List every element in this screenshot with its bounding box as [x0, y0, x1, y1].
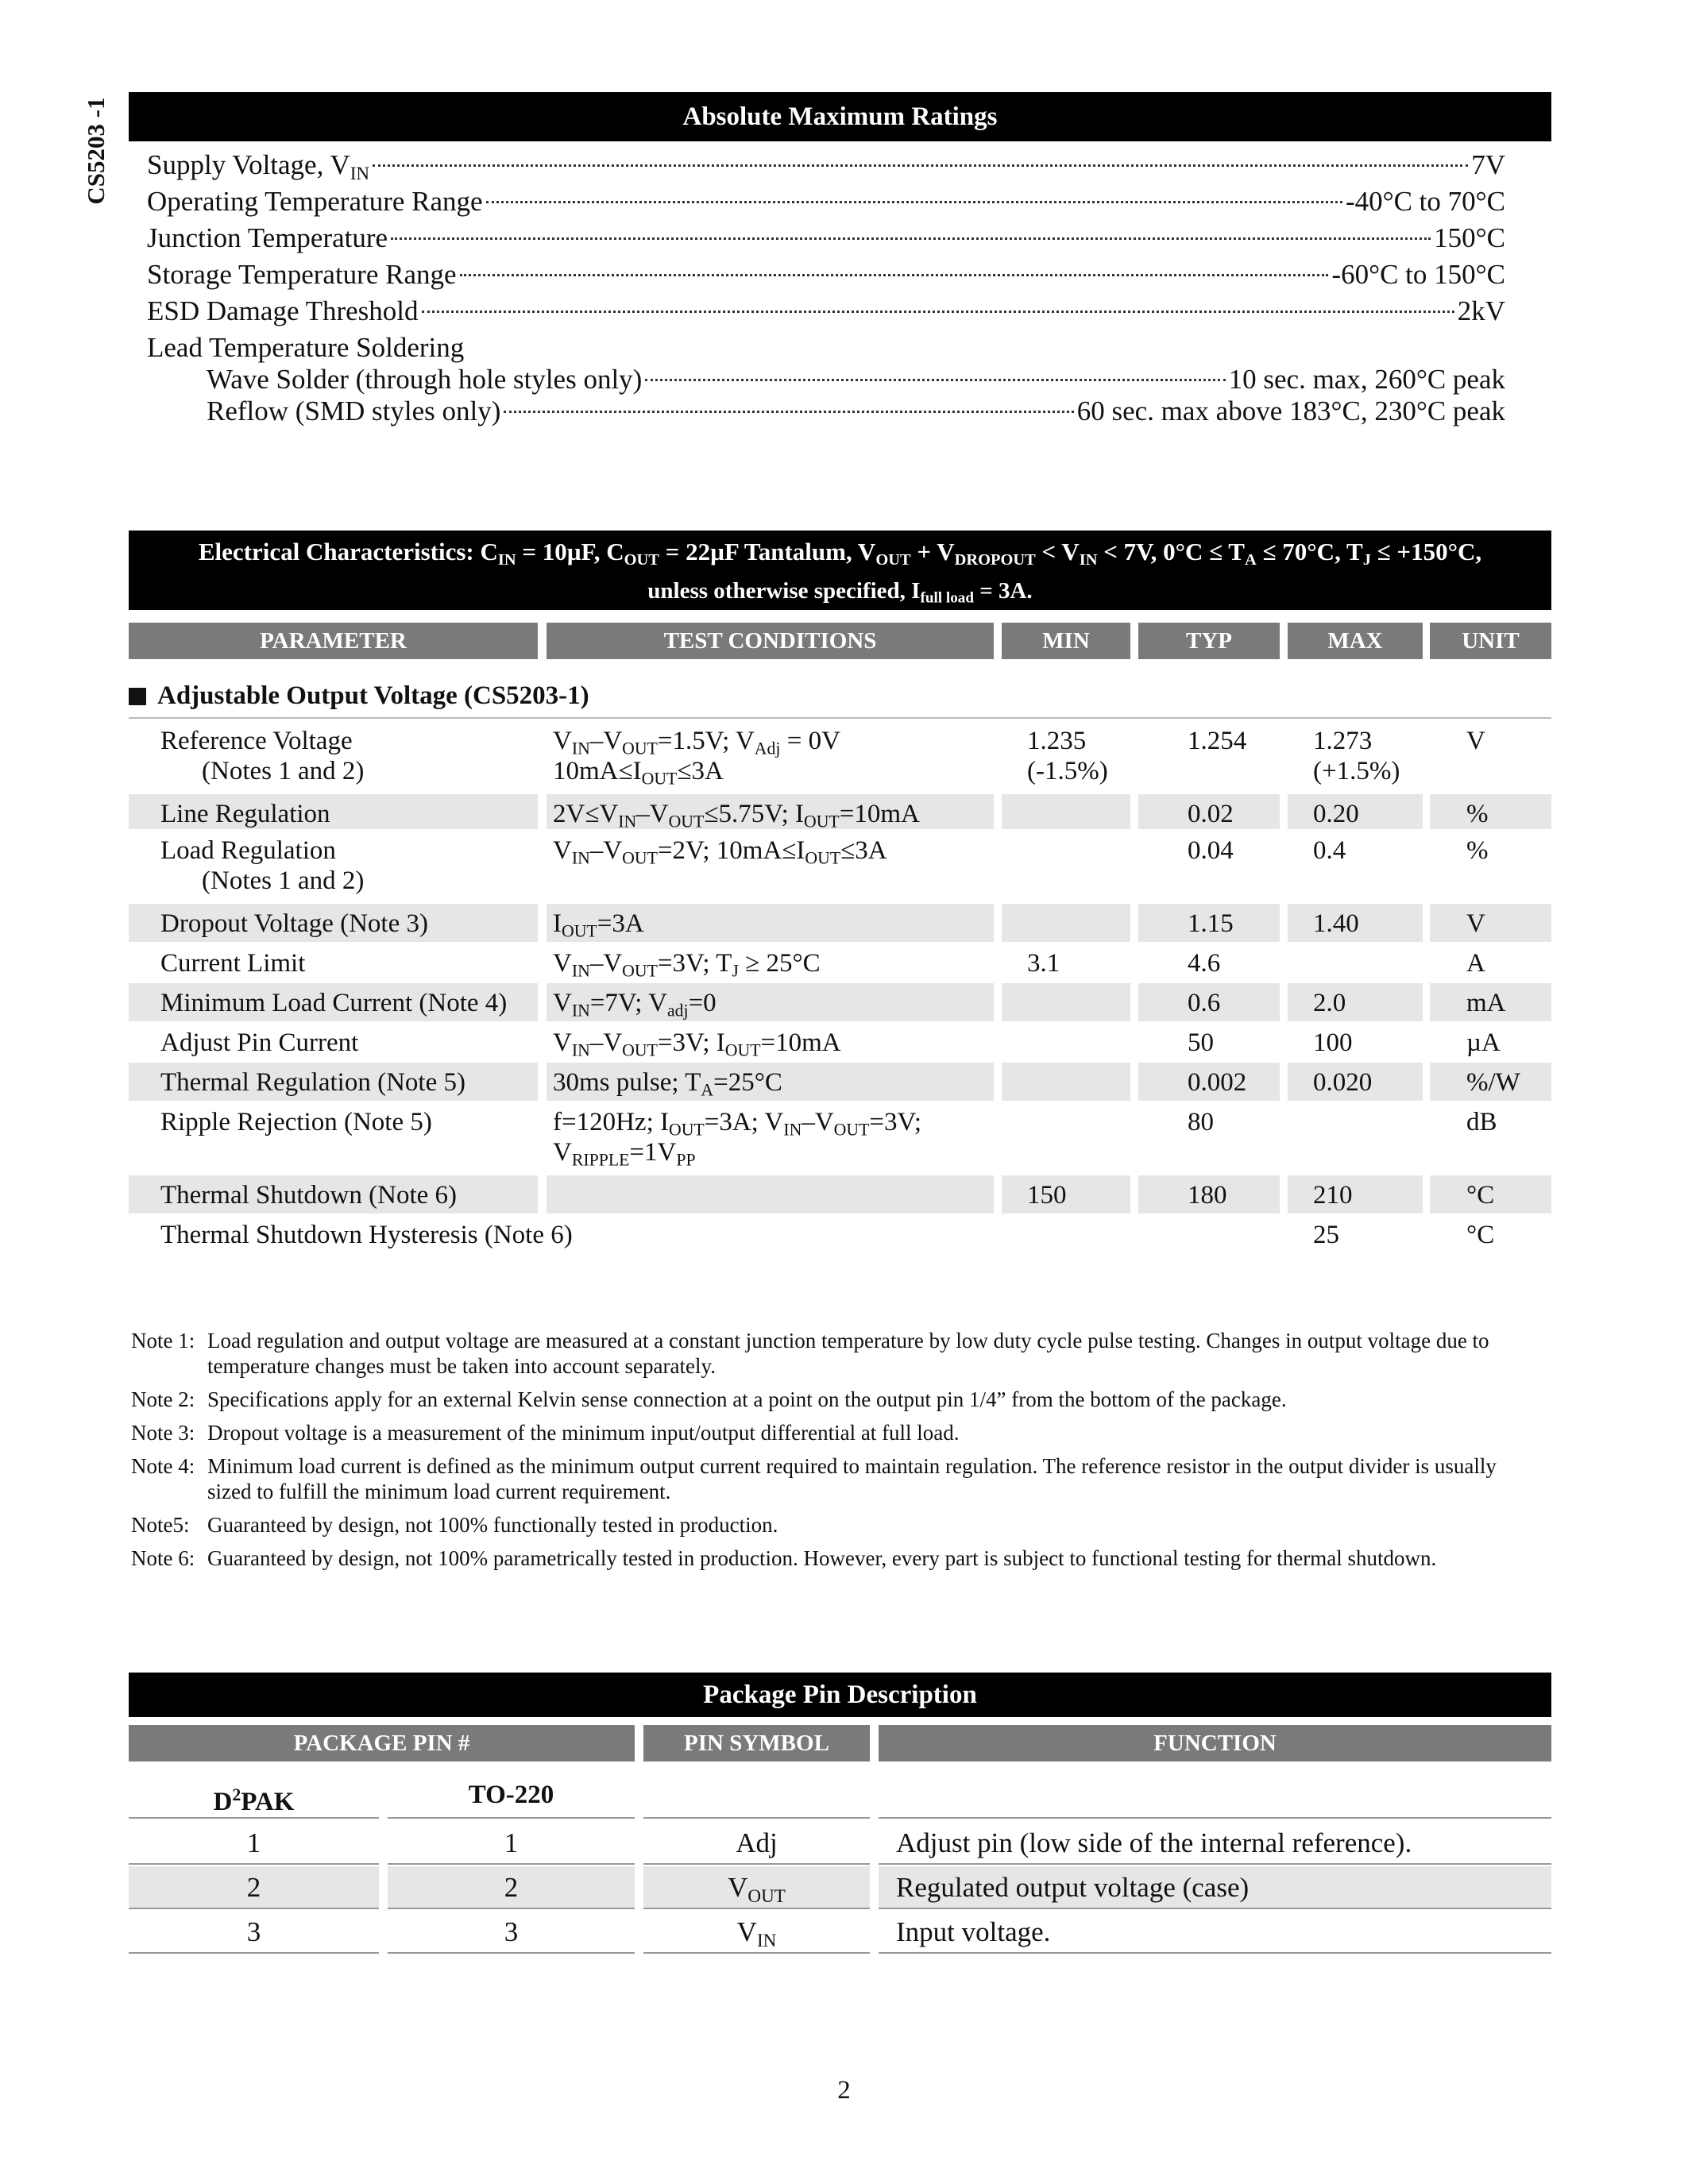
amr-title: Absolute Maximum Ratings: [682, 102, 998, 131]
cell-cond: [547, 1215, 994, 1253]
cell-max: [1288, 983, 1423, 1021]
rating-value: 2kV: [1457, 295, 1505, 326]
cell-typ-text: 50: [1188, 1028, 1214, 1057]
cell-max-text: 2.0: [1313, 989, 1346, 1017]
cell-param: [129, 794, 538, 829]
cell-min-text: 150: [1027, 1181, 1067, 1210]
note-text: Dropout voltage is a measurement of the minimum input/output differential at full load.: [207, 1421, 960, 1445]
cell-typ: [1138, 943, 1280, 982]
pin-cell-d2pak: 1: [246, 1827, 261, 1858]
cell-max: [1288, 831, 1423, 902]
cell-param: [129, 983, 538, 1021]
cell-param-text: Thermal Shutdown Hysteresis (Note 6): [160, 1221, 573, 1249]
cell-param: [129, 1175, 538, 1214]
pin-cell-function: Input voltage.: [896, 1916, 1051, 1947]
ec-title-line2: unless otherwise specified, $I_{full load} = 3A$.: [647, 578, 1033, 607]
table-row: [129, 794, 1551, 832]
rating-row: [147, 149, 1505, 184]
table-row: [129, 904, 1551, 942]
cell-typ: [1138, 721, 1280, 793]
cell-param-text: Reference Voltage: [160, 727, 353, 755]
cell-max: [1288, 904, 1423, 942]
cell-param: [129, 831, 538, 902]
square-bullet-icon: [129, 688, 146, 705]
rating-value: -60°C to 150°C: [1331, 259, 1505, 290]
table-row: [129, 943, 1551, 982]
cell-cond-text-2: $V_{RIPPLE}=1V_{PP}$: [553, 1138, 696, 1170]
pin-cell-to220: 1: [504, 1827, 519, 1858]
rating-label-subscript: IN: [350, 162, 370, 183]
pin-cell-symbol: $V_{OUT}$: [643, 1866, 870, 1909]
cell-typ-text: 1.254: [1188, 727, 1247, 755]
pin-row-rule: [879, 1952, 1551, 1954]
table-row: [129, 1023, 1551, 1061]
cell-unit: [1430, 1215, 1551, 1253]
cell-max-text: 1.273: [1313, 727, 1373, 755]
cell-cond: [547, 904, 994, 942]
cell-typ: [1138, 831, 1280, 902]
rating-value: 150°C: [1434, 222, 1505, 253]
pin-cell-to220: 2: [388, 1866, 635, 1909]
ec-header-max: MAX: [1288, 623, 1423, 659]
cell-min-text: 1.235: [1027, 727, 1087, 755]
cell-max: [1288, 721, 1423, 793]
cell-typ: [1138, 794, 1280, 829]
cell-param: [129, 1102, 538, 1174]
cell-typ-text: 1.15: [1188, 909, 1234, 938]
cell-unit-text: V: [1466, 909, 1485, 938]
dot-leader: [486, 201, 1342, 203]
rating-row: [147, 222, 1505, 257]
cell-cond-text: $V_{IN}-V_{OUT}=3V$; $T_J \ge 25^\circ C$: [553, 949, 821, 981]
ppd-subheader-rule-3: [643, 1817, 870, 1819]
cell-param-text-2: (Notes 1 and 2): [202, 866, 365, 895]
cell-param: [129, 721, 538, 793]
ec-section-title: Adjustable Output Voltage (CS5203-1): [129, 681, 589, 711]
cell-param-text: Dropout Voltage (Note 3): [160, 909, 428, 938]
cell-min: [1002, 1215, 1130, 1253]
cell-min: [1002, 943, 1130, 982]
rating-row: [147, 295, 1505, 330]
rating-label: Reflow (SMD styles only): [207, 396, 501, 426]
section-rule: [129, 717, 1551, 719]
pin-table-row: [129, 1911, 1551, 1954]
cell-typ-text: 4.6: [1188, 949, 1221, 978]
note-text: Guaranteed by design, not 100% functionally tested in production.: [207, 1513, 778, 1537]
note-text: Load regulation and output voltage are measured at a constant junction temperature by low duty cycle pulse testing. Changes in output voltage due to temperature changes must be taken into account separately.: [207, 1329, 1489, 1378]
cell-unit-text: mA: [1466, 989, 1506, 1017]
ppd-subheader-rule-1: [129, 1817, 379, 1819]
cell-unit-text: %/W: [1466, 1068, 1520, 1097]
pin-cell-d2pak: 2: [129, 1866, 379, 1909]
cell-max-text: 25: [1313, 1221, 1339, 1249]
cell-max-text: 0.20: [1313, 800, 1359, 828]
cell-max-text: 1.40: [1313, 909, 1359, 938]
cell-cond-text: f=120Hz; $I_{OUT}=3A$; $V_{IN}-V_{OUT}=3V$;: [553, 1108, 922, 1140]
ppd-title: Package Pin Description: [703, 1680, 977, 1709]
cell-max: [1288, 1215, 1423, 1253]
note-item: [131, 1512, 1537, 1538]
cell-cond-text: $I_{OUT}=3A$: [553, 909, 644, 941]
cell-cond: [547, 1175, 994, 1214]
rating-label: Supply Voltage, $V_{IN}$: [147, 149, 370, 183]
cell-min: [1002, 904, 1130, 942]
note-item: [131, 1328, 1537, 1379]
page-number: 2: [837, 2076, 851, 2105]
cell-cond: [547, 1063, 994, 1101]
cell-unit: [1430, 794, 1551, 829]
cell-typ: [1138, 1175, 1280, 1214]
cell-unit-text: dB: [1466, 1108, 1497, 1136]
dot-leader: [504, 411, 1073, 413]
ppd-subheader-d2pak: $D^2PAK$: [213, 1785, 295, 1816]
cell-unit: [1430, 1175, 1551, 1214]
rating-row: [147, 259, 1505, 294]
table-row: [129, 1215, 1551, 1253]
cell-typ: [1138, 1215, 1280, 1253]
pin-row-rule: [643, 1863, 870, 1865]
cell-unit: [1430, 1063, 1551, 1101]
cell-param-text: Minimum Load Current (Note 4): [160, 989, 508, 1017]
dot-leader: [645, 379, 1225, 381]
cell-unit: [1430, 721, 1551, 793]
table-row: [129, 831, 1551, 902]
ec-title-bar: [129, 531, 1551, 610]
rating-value: 60 sec. max above 183°C, 230°C peak: [1076, 396, 1505, 426]
cell-max: [1288, 943, 1423, 982]
pin-cell-symbol: Adj: [736, 1827, 778, 1858]
cell-typ-text: 0.002: [1188, 1068, 1247, 1097]
cell-max-text: 210: [1313, 1181, 1353, 1210]
cell-max: [1288, 794, 1423, 829]
cell-param: [129, 1063, 538, 1101]
cell-max: [1288, 1102, 1423, 1174]
pin-row-rule: [643, 1908, 870, 1909]
cell-min: [1002, 983, 1130, 1021]
ec-title-line1: Electrical Characteristics: $C_{IN} = 10\mu F$, $C_{OUT} = 22\mu F$ Tantalum, $V_{OUT} + V_{DROPOUT} < V_{IN} < 7V$, $0^\circ C \le T_A \le 70^\circ C$, $T_J \le +150^\circ C$,: [198, 538, 1482, 569]
ec-header-typ: TYP: [1138, 623, 1280, 659]
cell-max-text-2: (+1.5%): [1313, 757, 1400, 785]
cell-max-text: 0.4: [1313, 836, 1346, 865]
cell-param: [129, 1215, 573, 1253]
rating-value: 7V: [1471, 149, 1505, 180]
cell-unit: [1430, 904, 1551, 942]
cell-unit-text: V: [1466, 727, 1485, 755]
ec-header-parameter: PARAMETER: [129, 623, 538, 659]
lead-temp-heading: Lead Temperature Soldering: [147, 332, 465, 363]
dot-leader: [422, 311, 1454, 313]
cell-cond: [547, 983, 994, 1021]
cell-param-text: Load Regulation: [160, 836, 336, 865]
cell-typ: [1138, 1102, 1280, 1174]
cell-typ: [1138, 904, 1280, 942]
cell-cond: [547, 1102, 994, 1174]
ec-header-min: MIN: [1002, 623, 1130, 659]
cell-typ: [1138, 1063, 1280, 1101]
amr-title-bar: [129, 92, 1551, 141]
cell-unit: [1430, 943, 1551, 982]
note-text: Specifications apply for an external Kelvin sense connection at a point on the output pin 1/4” from the bottom of the package.: [207, 1387, 1287, 1411]
pin-row-rule: [388, 1908, 635, 1909]
cell-cond-text: $V_{IN}=7V$; $V_{adj}=0$: [553, 989, 717, 1021]
note-label: Note5:: [131, 1513, 190, 1537]
note-item: [131, 1387, 1537, 1412]
cell-max-text: 0.020: [1313, 1068, 1373, 1097]
ppd-header-package-pin: PACKAGE PIN #: [129, 1725, 635, 1761]
note-label: Note 2:: [131, 1387, 195, 1411]
ppd-subheader-rule-2: [388, 1817, 635, 1819]
cell-cond: [547, 721, 994, 793]
table-row: [129, 983, 1551, 1021]
ec-header-test-conditions: TEST CONDITIONS: [547, 623, 994, 659]
cell-min: [1002, 1023, 1130, 1061]
cell-min: [1002, 1063, 1130, 1101]
cell-param-text: Current Limit: [160, 949, 306, 978]
cell-unit: [1430, 1102, 1551, 1174]
note-item: [131, 1453, 1537, 1504]
cell-param-text-2: (Notes 1 and 2): [202, 757, 365, 785]
table-row: [129, 1063, 1551, 1101]
rating-label: Storage Temperature Range: [147, 259, 457, 290]
note-item: [131, 1545, 1537, 1571]
table-row: [129, 1175, 1551, 1214]
cell-unit: [1430, 983, 1551, 1021]
note-item: [131, 1420, 1537, 1445]
cell-unit: [1430, 1023, 1551, 1061]
table-row: [129, 1102, 1551, 1174]
cell-unit-text: µA: [1466, 1028, 1501, 1057]
cell-unit-text: °C: [1466, 1221, 1495, 1249]
note-text: Minimum load current is defined as the minimum output current required to maintain regulation. The reference resistor in the output divider is usually sized to fulfill the minimum load current requirement.: [207, 1454, 1497, 1503]
dot-leader: [373, 164, 1468, 167]
rating-row: [147, 186, 1505, 221]
ppd-title-bar: [129, 1673, 1551, 1717]
cell-min-text-2: (-1.5%): [1027, 757, 1108, 785]
note-text: Guaranteed by design, not 100% parametrically tested in production. However, every part is subject to functional testing for thermal shutdown.: [207, 1546, 1437, 1570]
cell-cond-text: 30ms pulse; $T_A=25^\circ C$: [553, 1068, 782, 1100]
cell-param-text: Ripple Rejection (Note 5): [160, 1108, 432, 1136]
pin-table-row: [129, 1866, 1551, 1909]
cell-min: [1002, 794, 1130, 829]
cell-param: [129, 904, 538, 942]
ppd-header-function: FUNCTION: [879, 1725, 1551, 1761]
cell-cond-text-2: $10mA\le I_{OUT}\le 3A$: [553, 757, 724, 789]
cell-max: [1288, 1175, 1423, 1214]
pin-row-rule: [388, 1952, 635, 1954]
ec-header-unit: UNIT: [1430, 623, 1551, 659]
cell-unit: [1430, 831, 1551, 902]
rating-label: Wave Solder (through hole styles only): [207, 364, 643, 395]
cell-cond-text: $V_{IN}-V_{OUT}=3V$; $I_{OUT}=10mA$: [553, 1028, 841, 1060]
cell-typ-text: 0.6: [1188, 989, 1221, 1017]
part-number-label: CS5203 -1: [82, 97, 110, 205]
rating-label: Junction Temperature: [147, 222, 388, 253]
rating-value: 10 sec. max, 260°C peak: [1228, 364, 1505, 395]
pin-table-row: [129, 1822, 1551, 1865]
cell-unit-text: °C: [1466, 1181, 1495, 1210]
pin-cell-function: Adjust pin (low side of the internal reference).: [896, 1827, 1412, 1858]
cell-min: [1002, 831, 1130, 902]
cell-cond: [547, 1023, 994, 1061]
pin-cell-to220: 3: [504, 1916, 519, 1947]
ppd-subheader-to220: TO-220: [468, 1781, 554, 1809]
cell-typ-text: 180: [1188, 1181, 1227, 1210]
cell-max: [1288, 1023, 1423, 1061]
cell-cond: [547, 794, 994, 832]
cell-param-text: Thermal Shutdown (Note 6): [160, 1181, 458, 1210]
pin-row-rule: [129, 1863, 379, 1865]
pin-row-rule: [879, 1863, 1551, 1865]
cell-max-text: 100: [1313, 1028, 1353, 1057]
cell-param: [129, 943, 538, 982]
ppd-subheader-rule-4: [879, 1817, 1551, 1819]
cell-cond: [547, 943, 994, 982]
cell-unit-text: A: [1466, 949, 1485, 978]
ppd-header-pin-symbol: PIN SYMBOL: [643, 1725, 870, 1761]
rating-label: ESD Damage Threshold: [147, 295, 419, 326]
lead-temp-row: [207, 364, 1505, 399]
pin-cell-d2pak: 3: [246, 1916, 261, 1947]
pin-row-rule: [129, 1952, 379, 1954]
note-label: Note 3:: [131, 1421, 195, 1445]
rating-value: -40°C to 70°C: [1345, 186, 1505, 217]
notes-list: [131, 1328, 1537, 1579]
cell-cond-text: $2V\le V_{IN}-V_{OUT}\le 5.75V$; $I_{OUT}=10mA$: [553, 800, 920, 832]
pin-cell-function: Regulated output voltage (case): [879, 1866, 1551, 1909]
note-label: Note 4:: [131, 1454, 195, 1478]
cell-typ-text: 0.02: [1188, 800, 1234, 828]
pin-row-rule: [879, 1908, 1551, 1909]
cell-unit-text: %: [1466, 800, 1489, 828]
cell-cond-text: $V_{IN}-V_{OUT}=1.5V$; $V_{Adj} = 0V$: [553, 727, 840, 758]
cell-min-text: 3.1: [1027, 949, 1060, 978]
pin-cell-symbol: $V_{IN}$: [736, 1916, 777, 1951]
cell-min: [1002, 1102, 1130, 1174]
cell-cond-text: $V_{IN}-V_{OUT}=2V$; $10mA\le I_{OUT}\le 3A$: [553, 836, 887, 868]
cell-unit-text: %: [1466, 836, 1489, 865]
cell-param-text: Line Regulation: [160, 800, 330, 828]
dot-leader: [391, 237, 1431, 240]
cell-param-text: Adjust Pin Current: [160, 1028, 359, 1057]
cell-cond: [547, 831, 994, 902]
rating-label: Operating Temperature Range: [147, 186, 483, 217]
lead-temp-row: [207, 396, 1505, 430]
note-label: Note 1:: [131, 1329, 195, 1352]
cell-typ-text: 80: [1188, 1108, 1214, 1136]
pin-row-rule: [643, 1952, 870, 1954]
cell-typ-text: 0.04: [1188, 836, 1234, 865]
cell-param-text: Thermal Regulation (Note 5): [160, 1068, 465, 1097]
cell-min: [1002, 721, 1130, 793]
cell-typ: [1138, 983, 1280, 1021]
dot-leader: [460, 274, 1329, 276]
cell-min: [1002, 1175, 1130, 1214]
pin-row-rule: [388, 1863, 635, 1865]
cell-max: [1288, 1063, 1423, 1101]
table-row: [129, 721, 1551, 793]
cell-param: [129, 1023, 538, 1061]
pin-row-rule: [129, 1908, 379, 1909]
note-label: Note 6:: [131, 1546, 195, 1570]
cell-typ: [1138, 1023, 1280, 1061]
